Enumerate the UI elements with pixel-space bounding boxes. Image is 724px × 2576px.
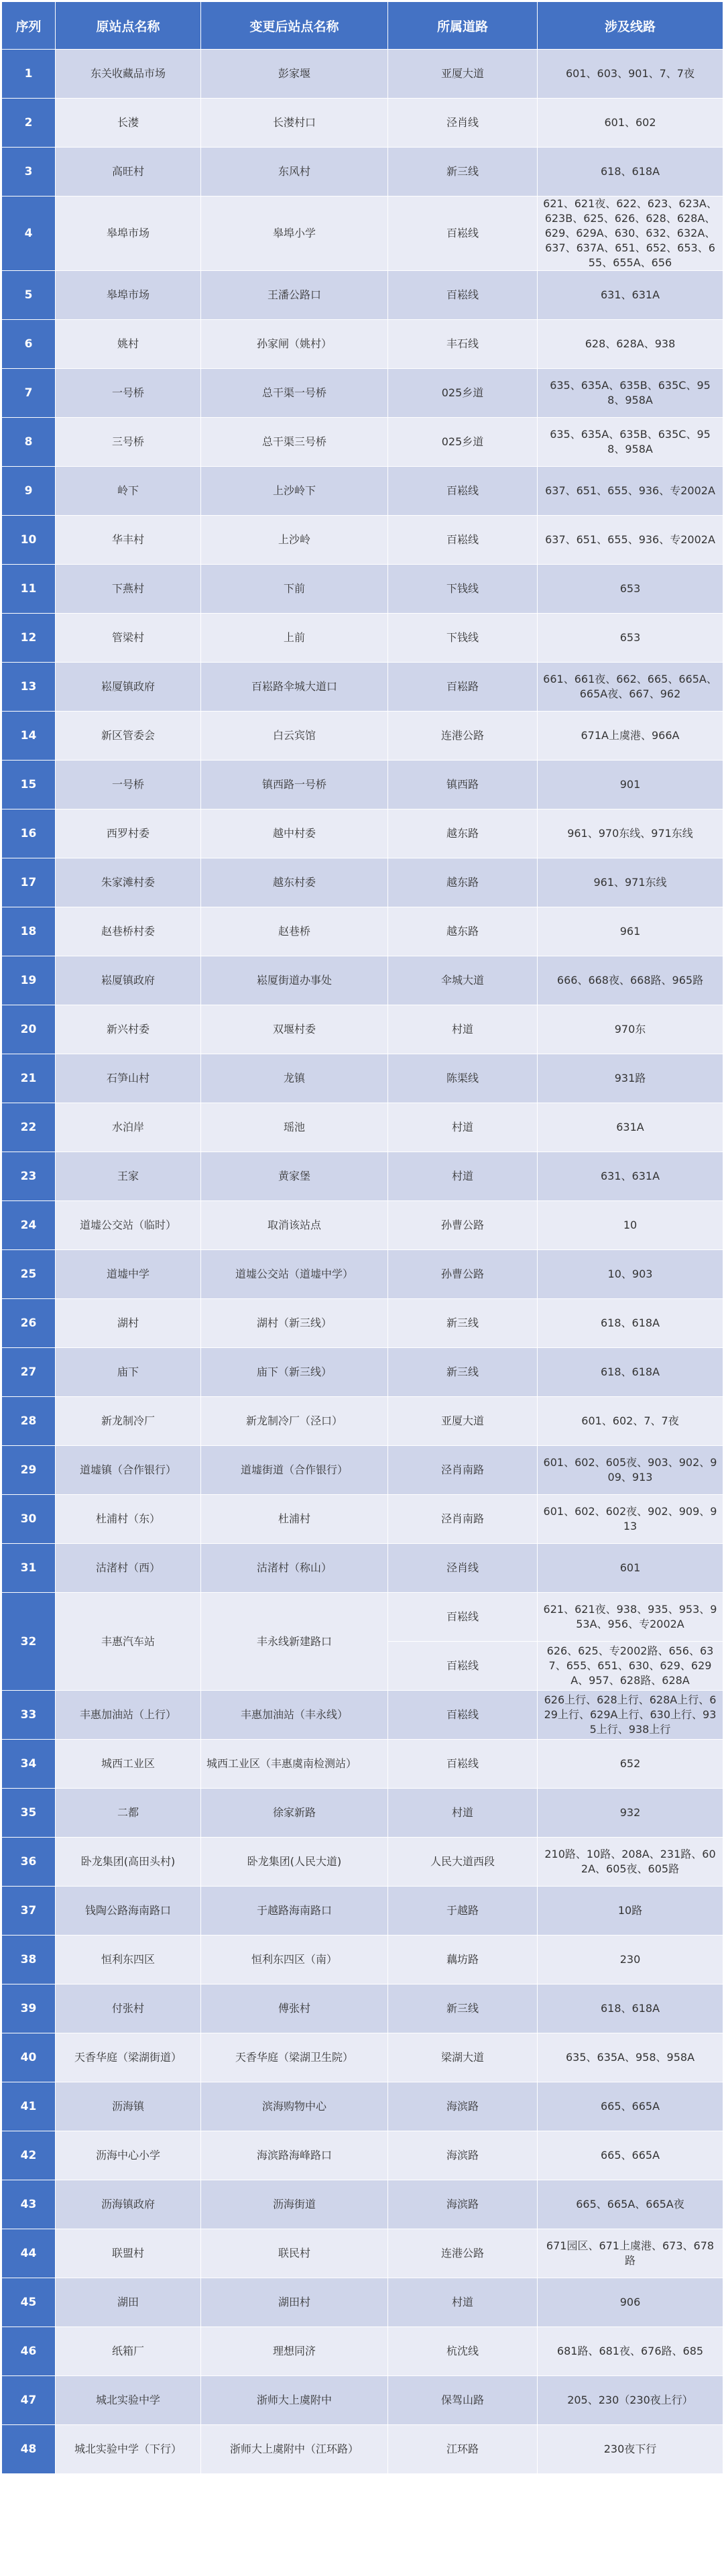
cell-original-name: 下燕村 [56,565,201,614]
table-row [2,858,723,907]
cell-index: 20 [2,1005,56,1054]
cell-index: 46 [2,2327,56,2376]
cell-new-name: 丰惠加油站（丰永线） [201,1691,388,1740]
cell-routes: 661、661夜、662、665、665A、665A夜、667、962 [538,663,723,712]
cell-routes: 10路 [538,1887,723,1936]
cell-routes: 653 [538,614,723,663]
cell-new-name: 总干渠三号桥 [201,418,388,467]
cell-new-name: 百崧路伞城大道口 [201,663,388,712]
cell-original-name: 石笋山村 [56,1054,201,1103]
cell-original-name: 王家 [56,1152,201,1201]
header-routes: 涉及线路 [538,2,723,50]
table-row [2,2131,723,2180]
cell-new-name: 双堰村委 [201,1005,388,1054]
table-row [2,369,723,418]
cell-road: 孙曹公路 [388,1250,538,1299]
cell-index: 6 [2,320,56,369]
cell-road: 泾肖线 [388,99,538,148]
cell-new-name: 越中村委 [201,809,388,858]
cell-road: 孙曹公路 [388,1201,538,1250]
table-row [2,1740,723,1789]
table-row [2,2425,723,2474]
cell-original-name: 道墟中学 [56,1250,201,1299]
cell-routes: 618、618A [538,148,723,197]
cell-original-name: 高旺村 [56,148,201,197]
table-row [2,2033,723,2082]
cell-index: 5 [2,271,56,320]
table-body [2,50,723,2474]
cell-index: 2 [2,99,56,148]
cell-new-name: 白云宾馆 [201,712,388,761]
cell-original-name: 城西工业区 [56,1740,201,1789]
cell-road: 村道 [388,2278,538,2327]
table-row [2,197,723,271]
cell-road: 越东路 [388,809,538,858]
cell-routes: 621、621夜、622、623、623A、623B、625、626、628、628A、629、629A、630、632、632A、637、637A、651、652、653、655、655A、656 [538,197,723,271]
cell-index: 30 [2,1495,56,1544]
cell-new-name: 上前 [201,614,388,663]
cell-original-name: 一号桥 [56,761,201,809]
cell-routes: 230夜下行 [538,2425,723,2474]
cell-new-name: 理想同济 [201,2327,388,2376]
cell-original-name: 丰惠汽车站 [56,1593,201,1691]
cell-routes: 635、635A、635B、635C、958、958A [538,418,723,467]
cell-road: 村道 [388,1152,538,1201]
cell-index: 33 [2,1691,56,1740]
cell-index: 48 [2,2425,56,2474]
table-row [2,2180,723,2229]
cell-routes: 635、635A、635B、635C、958、958A [538,369,723,418]
cell-new-name: 卧龙集团(人民大道) [201,1838,388,1887]
cell-road: 新三线 [388,1348,538,1397]
cell-routes: 906 [538,2278,723,2327]
cell-routes: 210路、10路、208A、231路、602A、605夜、605路 [538,1838,723,1887]
cell-routes: 961、970东线、971东线 [538,809,723,858]
cell-index: 34 [2,1740,56,1789]
cell-road: 于越路 [388,1887,538,1936]
cell-original-name: 崧厦镇政府 [56,663,201,712]
cell-new-name: 上沙岭下 [201,467,388,516]
cell-original-name: 道墟镇（合作银行） [56,1446,201,1495]
cell-road: 江环路 [388,2425,538,2474]
cell-routes: 652 [538,1740,723,1789]
cell-road: 丰石线 [388,320,538,369]
cell-road: 村道 [388,1789,538,1838]
cell-road: 越东路 [388,907,538,956]
cell-new-name: 王潘公路口 [201,271,388,320]
cell-new-name: 沥海街道 [201,2180,388,2229]
cell-road: 藕坊路 [388,1936,538,1984]
cell-new-name: 傅张村 [201,1984,388,2033]
cell-new-name: 天香华庭（梁湖卫生院） [201,2033,388,2082]
cell-original-name: 岭下 [56,467,201,516]
cell-new-name: 总干渠一号桥 [201,369,388,418]
cell-routes: 601、603、901、7、7夜 [538,50,723,99]
cell-road: 泾肖线 [388,1544,538,1593]
table-row [2,1103,723,1152]
cell-index: 18 [2,907,56,956]
cell-routes: 626、625、专2002路、656、637、655、651、630、629、629A、957、628路、628A [538,1642,723,1691]
cell-routes: 621、621夜、938、935、953、953A、956、专2002A [538,1593,723,1642]
cell-original-name: 一号桥 [56,369,201,418]
cell-index: 25 [2,1250,56,1299]
cell-new-name: 浙师大上虞附中（江环路） [201,2425,388,2474]
cell-new-name: 联民村 [201,2229,388,2278]
cell-road: 村道 [388,1103,538,1152]
cell-original-name: 新龙制冷厂 [56,1397,201,1446]
table-row [2,1887,723,1936]
cell-index: 43 [2,2180,56,2229]
cell-routes: 230 [538,1936,723,1984]
cell-road: 海滨路 [388,2082,538,2131]
cell-routes: 618、618A [538,1299,723,1348]
cell-original-name: 沽渚村（西） [56,1544,201,1593]
station-rename-table [1,1,723,2474]
cell-routes: 970东 [538,1005,723,1054]
cell-routes: 961 [538,907,723,956]
table-row [2,761,723,809]
cell-road: 百崧线 [388,1642,538,1691]
cell-original-name: 水泊岸 [56,1103,201,1152]
cell-routes: 10、903 [538,1250,723,1299]
cell-new-name: 杜浦村 [201,1495,388,1544]
cell-road: 新三线 [388,1299,538,1348]
cell-original-name: 城北实验中学 [56,2376,201,2425]
cell-original-name: 庙下 [56,1348,201,1397]
header-new-name: 变更后站点名称 [201,2,388,50]
cell-original-name: 崧厦镇政府 [56,956,201,1005]
cell-new-name: 东风村 [201,148,388,197]
cell-index: 11 [2,565,56,614]
cell-index: 8 [2,418,56,467]
cell-index: 12 [2,614,56,663]
cell-routes: 961、971东线 [538,858,723,907]
table-row [2,2082,723,2131]
table-row [2,1495,723,1544]
cell-road: 村道 [388,1005,538,1054]
cell-index: 36 [2,1838,56,1887]
cell-original-name: 沥海镇政府 [56,2180,201,2229]
table-row [2,467,723,516]
cell-original-name: 东关收藏品市场 [56,50,201,99]
cell-index: 4 [2,197,56,271]
cell-road: 亚厦大道 [388,50,538,99]
cell-original-name: 纸箱厂 [56,2327,201,2376]
cell-new-name: 新龙制冷厂（泾口） [201,1397,388,1446]
table-row [2,50,723,99]
table-row [2,1152,723,1201]
table-row [2,1348,723,1397]
cell-new-name: 徐家新路 [201,1789,388,1838]
cell-original-name: 管梁村 [56,614,201,663]
cell-road: 镇西路 [388,761,538,809]
cell-index: 22 [2,1103,56,1152]
cell-routes: 618、618A [538,1348,723,1397]
cell-routes: 671园区、671上虞港、673、678路 [538,2229,723,2278]
cell-original-name: 皋埠市场 [56,271,201,320]
cell-road: 越东路 [388,858,538,907]
cell-index: 35 [2,1789,56,1838]
cell-original-name: 三号桥 [56,418,201,467]
table-row [2,565,723,614]
cell-original-name: 皋埠市场 [56,197,201,271]
cell-road: 泾肖南路 [388,1495,538,1544]
cell-road: 泾肖南路 [388,1446,538,1495]
table-row [2,907,723,956]
cell-road: 海滨路 [388,2131,538,2180]
cell-original-name: 杜浦村（东） [56,1495,201,1544]
table-row [2,712,723,761]
cell-new-name: 沽渚村（称山） [201,1544,388,1593]
cell-new-name: 镇西路一号桥 [201,761,388,809]
cell-routes: 10 [538,1201,723,1250]
cell-new-name: 赵巷桥 [201,907,388,956]
cell-new-name: 于越路海南路口 [201,1887,388,1936]
cell-original-name: 湖田 [56,2278,201,2327]
cell-index: 13 [2,663,56,712]
table-row [2,1691,723,1740]
table-row [2,614,723,663]
cell-new-name: 丰永线新建路口 [201,1593,388,1691]
table-row [2,1936,723,1984]
cell-new-name: 黄家堡 [201,1152,388,1201]
cell-index: 27 [2,1348,56,1397]
cell-new-name: 道墟公交站（道墟中学） [201,1250,388,1299]
cell-routes: 901 [538,761,723,809]
cell-routes: 666、668夜、668路、965路 [538,956,723,1005]
cell-original-name: 恒利东四区 [56,1936,201,1984]
cell-new-name: 上沙岭 [201,516,388,565]
cell-road: 百崧路 [388,663,538,712]
cell-original-name: 沥海中心小学 [56,2131,201,2180]
cell-routes: 601、602、605夜、903、902、909、913 [538,1446,723,1495]
cell-road: 新三线 [388,148,538,197]
cell-routes: 601、602 [538,99,723,148]
cell-new-name: 瑶池 [201,1103,388,1152]
cell-original-name: 天香华庭（梁湖街道） [56,2033,201,2082]
cell-road: 025乡道 [388,369,538,418]
cell-road: 连港公路 [388,2229,538,2278]
cell-index: 32 [2,1593,56,1691]
table-row [2,1593,723,1642]
cell-original-name: 长漤 [56,99,201,148]
cell-routes: 932 [538,1789,723,1838]
cell-routes: 653 [538,565,723,614]
cell-routes: 631、631A [538,271,723,320]
cell-index: 40 [2,2033,56,2082]
cell-new-name: 皋埠小学 [201,197,388,271]
cell-original-name: 姚村 [56,320,201,369]
cell-new-name: 越东村委 [201,858,388,907]
cell-index: 16 [2,809,56,858]
cell-index: 7 [2,369,56,418]
table-row [2,271,723,320]
cell-new-name: 下前 [201,565,388,614]
cell-original-name: 西罗村委 [56,809,201,858]
cell-index: 24 [2,1201,56,1250]
cell-new-name: 浙师大上虞附中 [201,2376,388,2425]
cell-road: 梁湖大道 [388,2033,538,2082]
cell-index: 44 [2,2229,56,2278]
table-row [2,1838,723,1887]
cell-index: 28 [2,1397,56,1446]
cell-road: 新三线 [388,1984,538,2033]
cell-routes: 601 [538,1544,723,1593]
cell-road: 百崧线 [388,1593,538,1642]
cell-index: 23 [2,1152,56,1201]
cell-routes: 665、665A [538,2082,723,2131]
table-row [2,1397,723,1446]
table-row [2,2327,723,2376]
cell-road: 百崧线 [388,197,538,271]
cell-new-name: 恒利东四区（南） [201,1936,388,1984]
cell-index: 45 [2,2278,56,2327]
cell-road: 百崧线 [388,271,538,320]
cell-new-name: 龙镇 [201,1054,388,1103]
cell-index: 21 [2,1054,56,1103]
table-row [2,1250,723,1299]
cell-routes: 635、635A、958、958A [538,2033,723,2082]
table-row [2,1984,723,2033]
cell-new-name: 道墟街道（合作银行） [201,1446,388,1495]
cell-original-name: 朱家滩村委 [56,858,201,907]
cell-routes: 618、618A [538,1984,723,2033]
cell-road: 下钱线 [388,614,538,663]
table-row [2,1054,723,1103]
cell-index: 26 [2,1299,56,1348]
cell-routes: 601、602、602夜、902、909、913 [538,1495,723,1544]
cell-new-name: 崧厦街道办事处 [201,956,388,1005]
table-row [2,99,723,148]
cell-original-name: 联盟村 [56,2229,201,2278]
cell-routes: 671A上虞港、966A [538,712,723,761]
cell-routes: 637、651、655、936、专2002A [538,467,723,516]
cell-original-name: 新兴村委 [56,1005,201,1054]
table-row [2,1005,723,1054]
cell-new-name: 湖村（新三线） [201,1299,388,1348]
cell-index: 17 [2,858,56,907]
cell-new-name: 海滨路海峰路口 [201,2131,388,2180]
cell-index: 10 [2,516,56,565]
cell-original-name: 道墟公交站（临时） [56,1201,201,1250]
cell-road: 百崧线 [388,467,538,516]
cell-index: 9 [2,467,56,516]
cell-routes: 665、665A [538,2131,723,2180]
cell-index: 47 [2,2376,56,2425]
table-row [2,320,723,369]
cell-new-name: 彭家堰 [201,50,388,99]
cell-index: 3 [2,148,56,197]
cell-routes: 205、230（230夜上行） [538,2376,723,2425]
cell-new-name: 滨海购物中心 [201,2082,388,2131]
cell-original-name: 沥海镇 [56,2082,201,2131]
cell-routes: 665、665A、665A夜 [538,2180,723,2229]
cell-index: 41 [2,2082,56,2131]
table-row [2,418,723,467]
table-row [2,148,723,197]
cell-new-name: 庙下（新三线） [201,1348,388,1397]
cell-road: 海滨路 [388,2180,538,2229]
cell-new-name: 湖田村 [201,2278,388,2327]
table-row [2,809,723,858]
cell-road: 连港公路 [388,712,538,761]
cell-index: 15 [2,761,56,809]
table-row [2,2278,723,2327]
cell-routes: 637、651、655、936、专2002A [538,516,723,565]
table-row [2,2229,723,2278]
cell-original-name: 卧龙集团(高田头村) [56,1838,201,1887]
cell-routes: 626上行、628上行、628A上行、629上行、629A上行、630上行、935上行、938上行 [538,1691,723,1740]
cell-routes: 628、628A、938 [538,320,723,369]
cell-road: 保驾山路 [388,2376,538,2425]
cell-road: 百崧线 [388,516,538,565]
table-row [2,1201,723,1250]
table-row [2,956,723,1005]
cell-original-name: 新区管委会 [56,712,201,761]
cell-index: 1 [2,50,56,99]
cell-index: 19 [2,956,56,1005]
cell-road: 伞城大道 [388,956,538,1005]
cell-original-name: 丰惠加油站（上行） [56,1691,201,1740]
cell-original-name: 二都 [56,1789,201,1838]
cell-original-name: 湖村 [56,1299,201,1348]
cell-index: 42 [2,2131,56,2180]
table-row [2,1544,723,1593]
table-row [2,1446,723,1495]
cell-original-name: 城北实验中学（下行） [56,2425,201,2474]
cell-road: 百崧线 [388,1691,538,1740]
cell-index: 31 [2,1544,56,1593]
cell-original-name: 钱陶公路海南路口 [56,1887,201,1936]
cell-original-name: 付张村 [56,1984,201,2033]
header-road: 所属道路 [388,2,538,50]
cell-index: 14 [2,712,56,761]
table-row [2,1299,723,1348]
cell-index: 37 [2,1887,56,1936]
cell-road: 025乡道 [388,418,538,467]
cell-new-name: 取消该站点 [201,1201,388,1250]
cell-original-name: 华丰村 [56,516,201,565]
cell-index: 39 [2,1984,56,2033]
cell-road: 亚厦大道 [388,1397,538,1446]
table-row [2,516,723,565]
table-header-row [2,2,723,50]
header-original-name: 原站点名称 [56,2,201,50]
cell-routes: 681路、681夜、676路、685 [538,2327,723,2376]
table-row [2,663,723,712]
cell-routes: 931路 [538,1054,723,1103]
cell-road: 杭沈线 [388,2327,538,2376]
cell-road: 陈渠线 [388,1054,538,1103]
cell-road: 人民大道西段 [388,1838,538,1887]
cell-new-name: 长漤村口 [201,99,388,148]
cell-index: 38 [2,1936,56,1984]
header-index: 序列 [2,2,56,50]
cell-routes: 631、631A [538,1152,723,1201]
table-row [2,2376,723,2425]
cell-road: 百崧线 [388,1740,538,1789]
table-row [2,1789,723,1838]
cell-road: 下钱线 [388,565,538,614]
cell-new-name: 城西工业区（丰惠虞南检测站） [201,1740,388,1789]
cell-routes: 631A [538,1103,723,1152]
cell-original-name: 赵巷桥村委 [56,907,201,956]
cell-index: 29 [2,1446,56,1495]
cell-new-name: 孙家闸（姚村） [201,320,388,369]
cell-routes: 601、602、7、7夜 [538,1397,723,1446]
